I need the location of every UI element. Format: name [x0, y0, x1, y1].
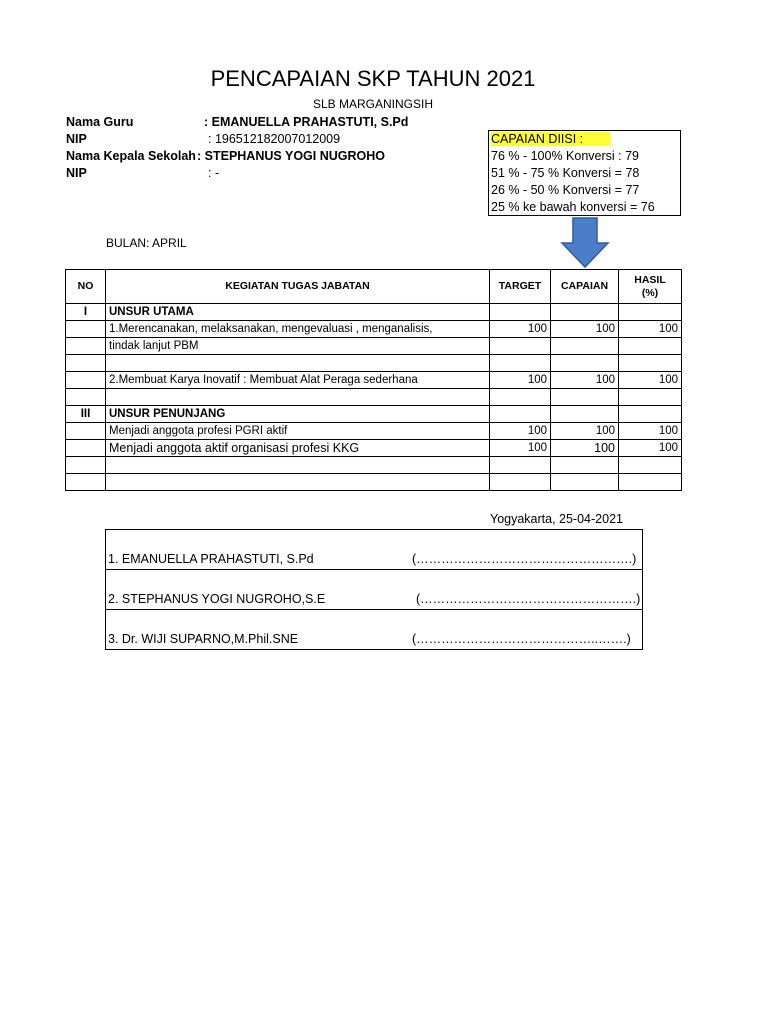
header-no: NO: [66, 270, 106, 304]
signature-line: (…………………………………………….): [412, 552, 637, 566]
legend-row: 51 % - 75 % Konversi = 78: [491, 166, 640, 180]
nip-kepala-label: NIP: [66, 166, 87, 180]
conversion-legend: [488, 130, 681, 216]
legend-row: 25 % ke bawah konversi = 76: [491, 200, 655, 214]
month-label: BULAN: APRIL: [106, 236, 187, 250]
legend-title: CAPAIAN DIISI :: [489, 131, 680, 148]
school-name: SLB MARGANINGSIH: [312, 97, 434, 111]
skp-table: [65, 269, 682, 491]
signature-row: [106, 530, 643, 570]
table-row: [66, 474, 682, 491]
table-row: tindak lanjut PBM: [66, 338, 682, 355]
table-row: III UNSUR PENUNJANG: [66, 406, 682, 423]
signatory-name: 1. EMANUELLA PRAHASTUTI, S.Pd: [108, 552, 314, 566]
signature-line: (…………………………………………….): [416, 592, 641, 606]
table-row: I UNSUR UTAMA: [66, 304, 682, 321]
header-hasil: HASIL (%): [619, 270, 682, 304]
table-row: [66, 457, 682, 474]
table-row: Menjadi anggota aktif organisasi profesi KKG 100 100 100: [66, 440, 682, 457]
nama-guru-value: : EMANUELLA PRAHASTUTI, S.Pd: [204, 115, 409, 129]
nip-kepala-value: : -: [208, 166, 220, 180]
nama-guru-label: Nama Guru: [66, 115, 134, 129]
nip-guru-value: : 196512182007012009: [208, 132, 341, 146]
kepala-sekolah-label: Nama Kepala Sekolah: [66, 149, 196, 163]
down-arrow-icon: [560, 217, 610, 269]
signature-row: [106, 610, 643, 650]
signatory-name: 2. STEPHANUS YOGI NUGROHO,S.E: [108, 592, 326, 606]
signatory-name: 3. Dr. WIJI SUPARNO,M.Phil.SNE: [108, 632, 299, 646]
table-header-row: [66, 270, 682, 304]
signature-line: (……………………………………..…….): [412, 632, 631, 646]
table-row: 2.Membuat Karya Inovatif : Membuat Alat Peraga sederhana 100 100 100: [66, 372, 682, 389]
signature-row: [106, 570, 643, 610]
nip-guru-label: NIP: [66, 132, 87, 146]
table-row: [66, 355, 682, 372]
table-row: 1.Merencanakan, melaksanakan, mengevaluasi , menganalisis, 100 100 100: [66, 321, 682, 338]
legend-row: 26 % - 50 % Konversi = 77: [491, 183, 640, 197]
page-title: PENCAPAIAN SKP TAHUN 2021: [210, 66, 536, 91]
legend-row: 76 % - 100% Konversi : 79: [491, 149, 639, 163]
table-row: [66, 389, 682, 406]
place-date: Yogyakarta, 25-04-2021: [490, 512, 623, 526]
kepala-sekolah-value: : STEPHANUS YOGI NUGROHO: [197, 149, 385, 163]
header-target: TARGET: [490, 270, 551, 304]
header-kegiatan: KEGIATAN TUGAS JABATAN: [106, 270, 490, 304]
table-row: Menjadi anggota profesi PGRI aktif 100 100 100: [66, 423, 682, 440]
signature-table: [105, 529, 643, 650]
header-capaian: CAPAIAN: [551, 270, 619, 304]
